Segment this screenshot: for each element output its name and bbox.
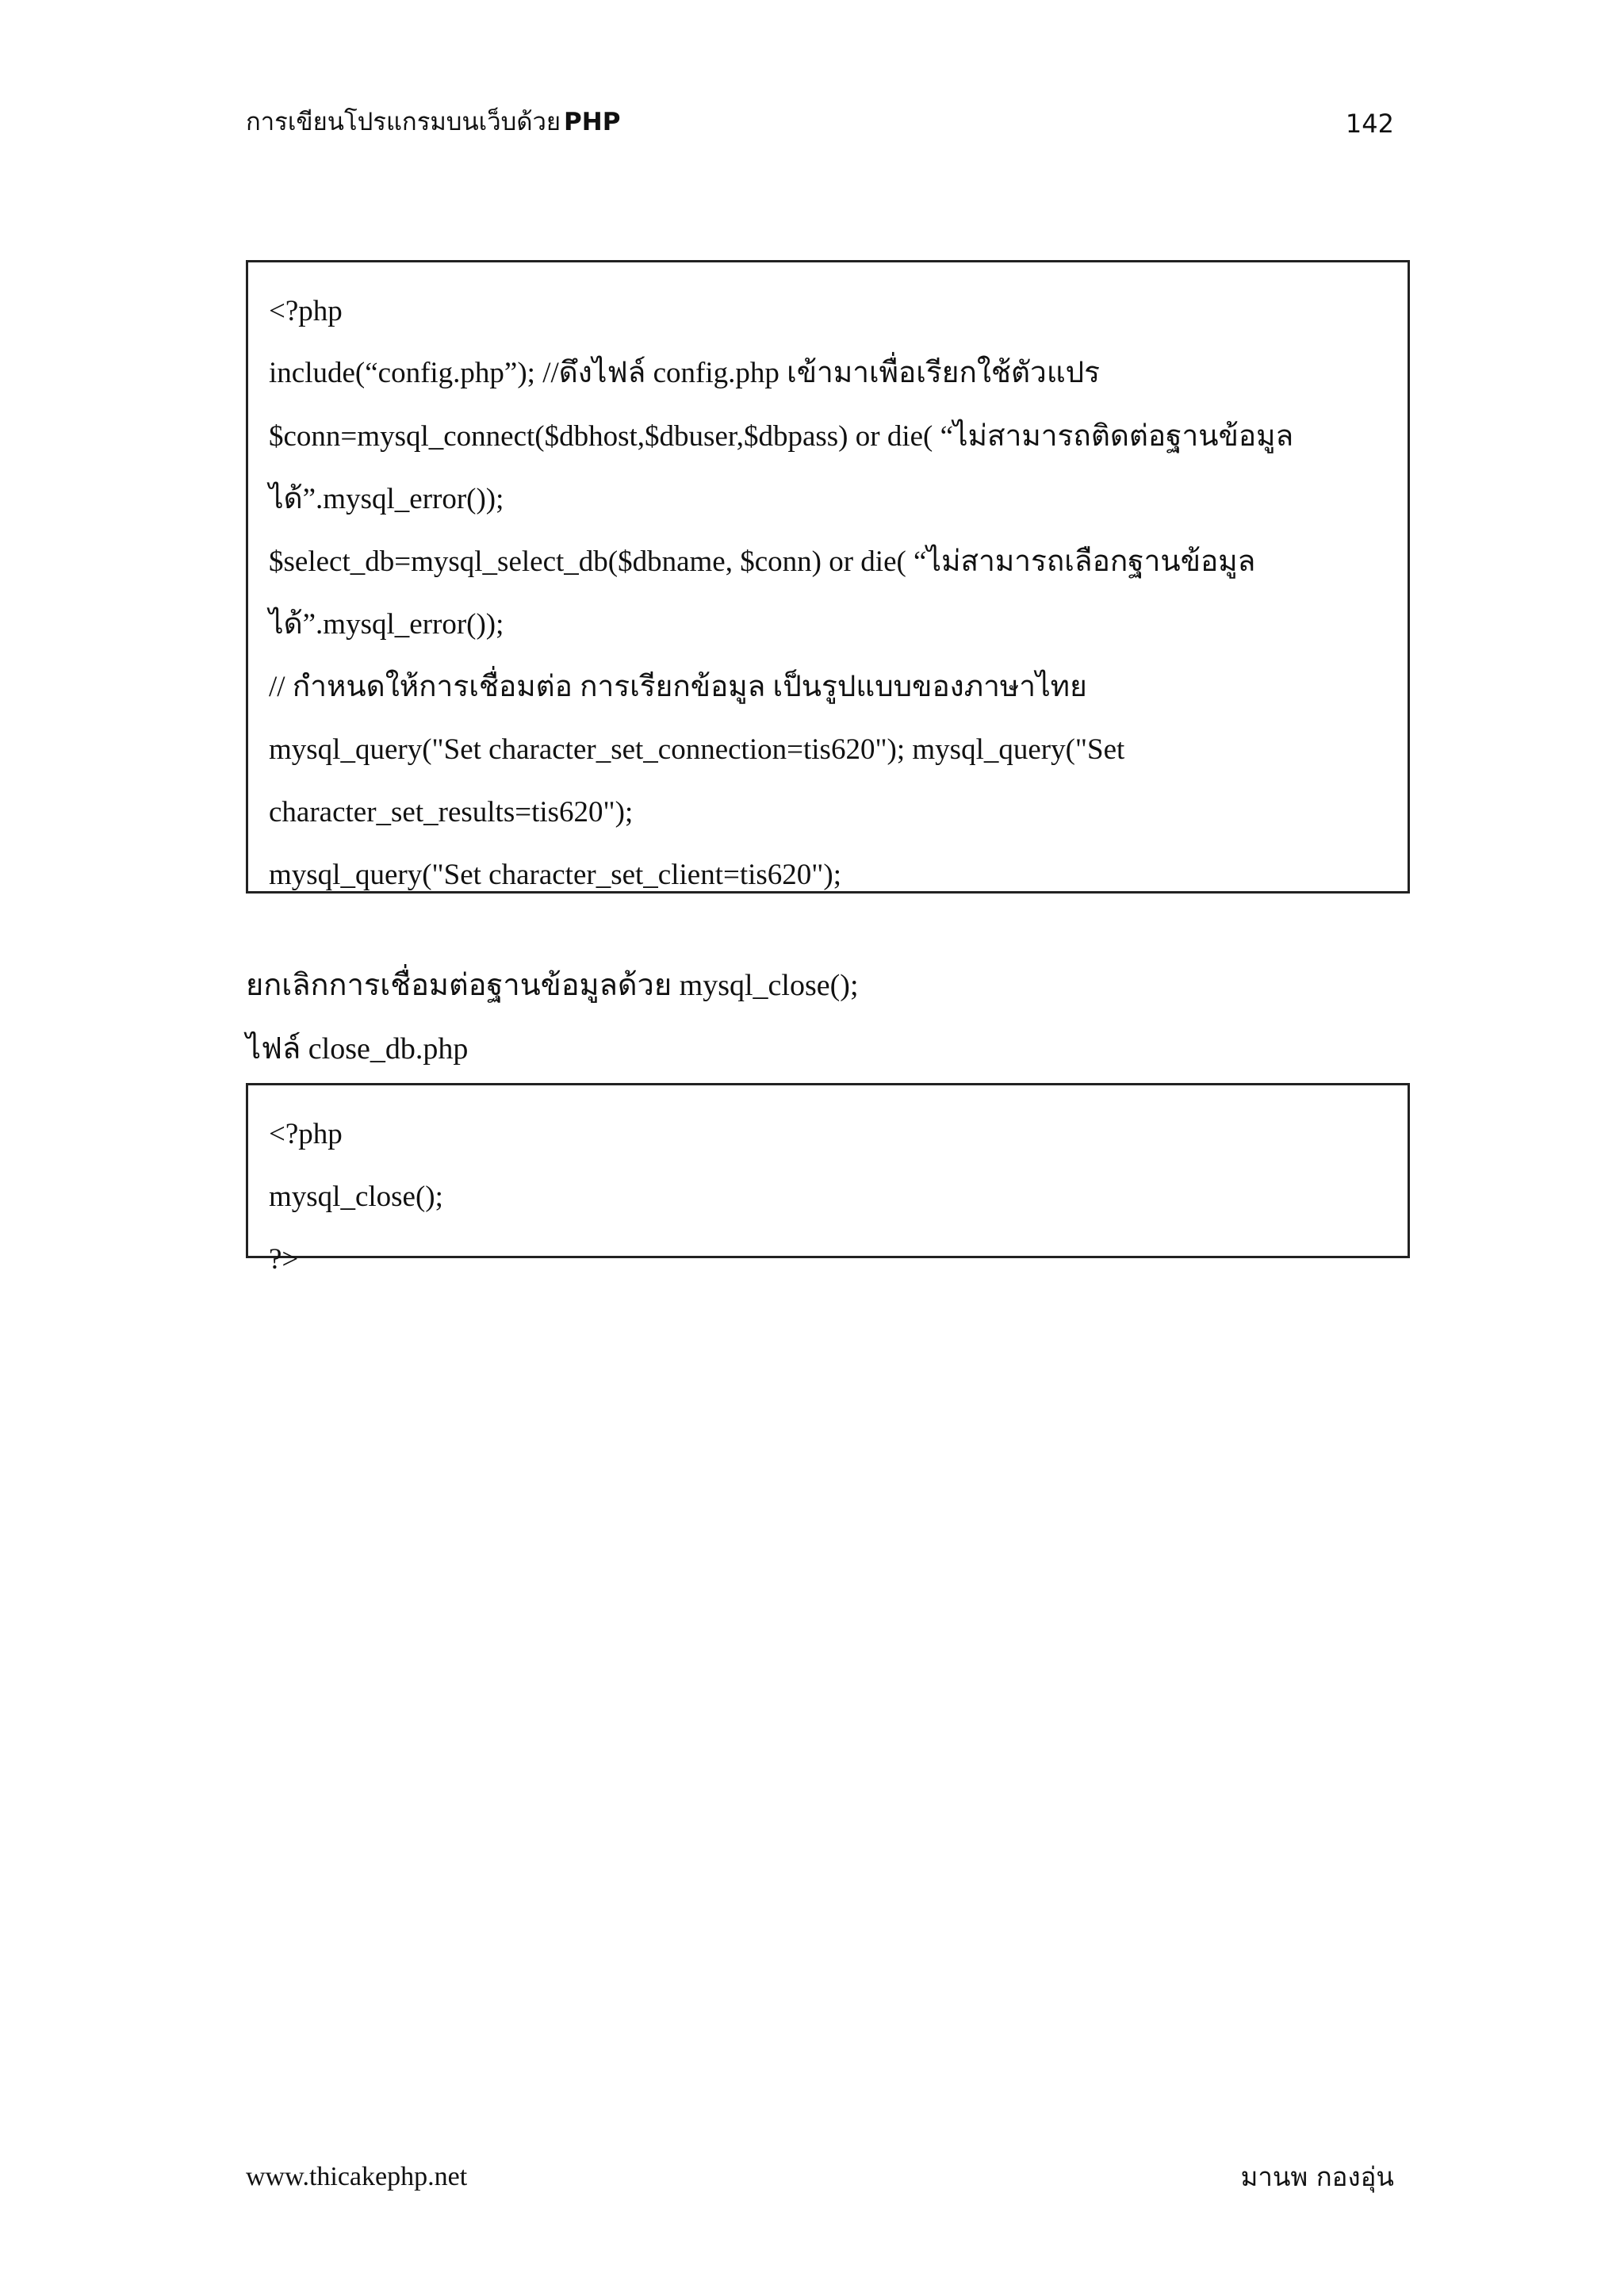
running-header [246,106,620,138]
code-line: $select_db=mysql_select_db($dbname, $conn) or die( “ไม่สามารถเลือกฐานข้อมูล [269,545,1256,578]
code-line: mysql_close(); [269,1181,443,1213]
code-block-config [246,260,1410,894]
page-number: 142 [1345,109,1394,139]
code-line: mysql_query("Set character_set_connection=tis620"); mysql_query("Set [269,733,1125,766]
code-line: mysql_query("Set character_set_client=tis620"); [269,859,842,891]
code-block-close-db [246,1083,1410,1276]
footer-author: มานพ กองอุ่น [1240,2161,1394,2192]
code-line: character_set_results=tis620"); [269,796,634,828]
code-line: ได้”.mysql_error()); [269,483,504,515]
code-line: ได้”.mysql_error()); [269,608,504,641]
code-line: include(“config.php”); //ดึงไฟล์ config.php เข้ามาเพื่อเรียกใช้ตัวแปร [269,357,1101,389]
close-connection-text: ยกเลิกการเชื่อมต่อฐานข้อมูลด้วย mysql_close(); [246,969,859,1002]
file-label: ไฟล์ close_db.php [246,1032,469,1066]
code-line: ?> [269,1243,299,1276]
footer-website: www.thicakephp.net [246,2162,468,2191]
code-line: <?php [269,1118,343,1150]
code-line: // กำหนดให้การเชื่อมต่อ การเรียกข้อมูล เป็นรูปแบบของภาษาไทย [269,671,1087,703]
header-brand: PHP [564,108,621,136]
code-line: <?php [269,295,343,327]
header-title-text: การเขียนโปรแกรมบนเว็บด้วย [246,108,561,136]
code-line: $conn=mysql_connect($dbhost,$dbuser,$dbpass) or die( “ไม่สามารถติดต่อฐานข้อมูล [269,420,1294,453]
